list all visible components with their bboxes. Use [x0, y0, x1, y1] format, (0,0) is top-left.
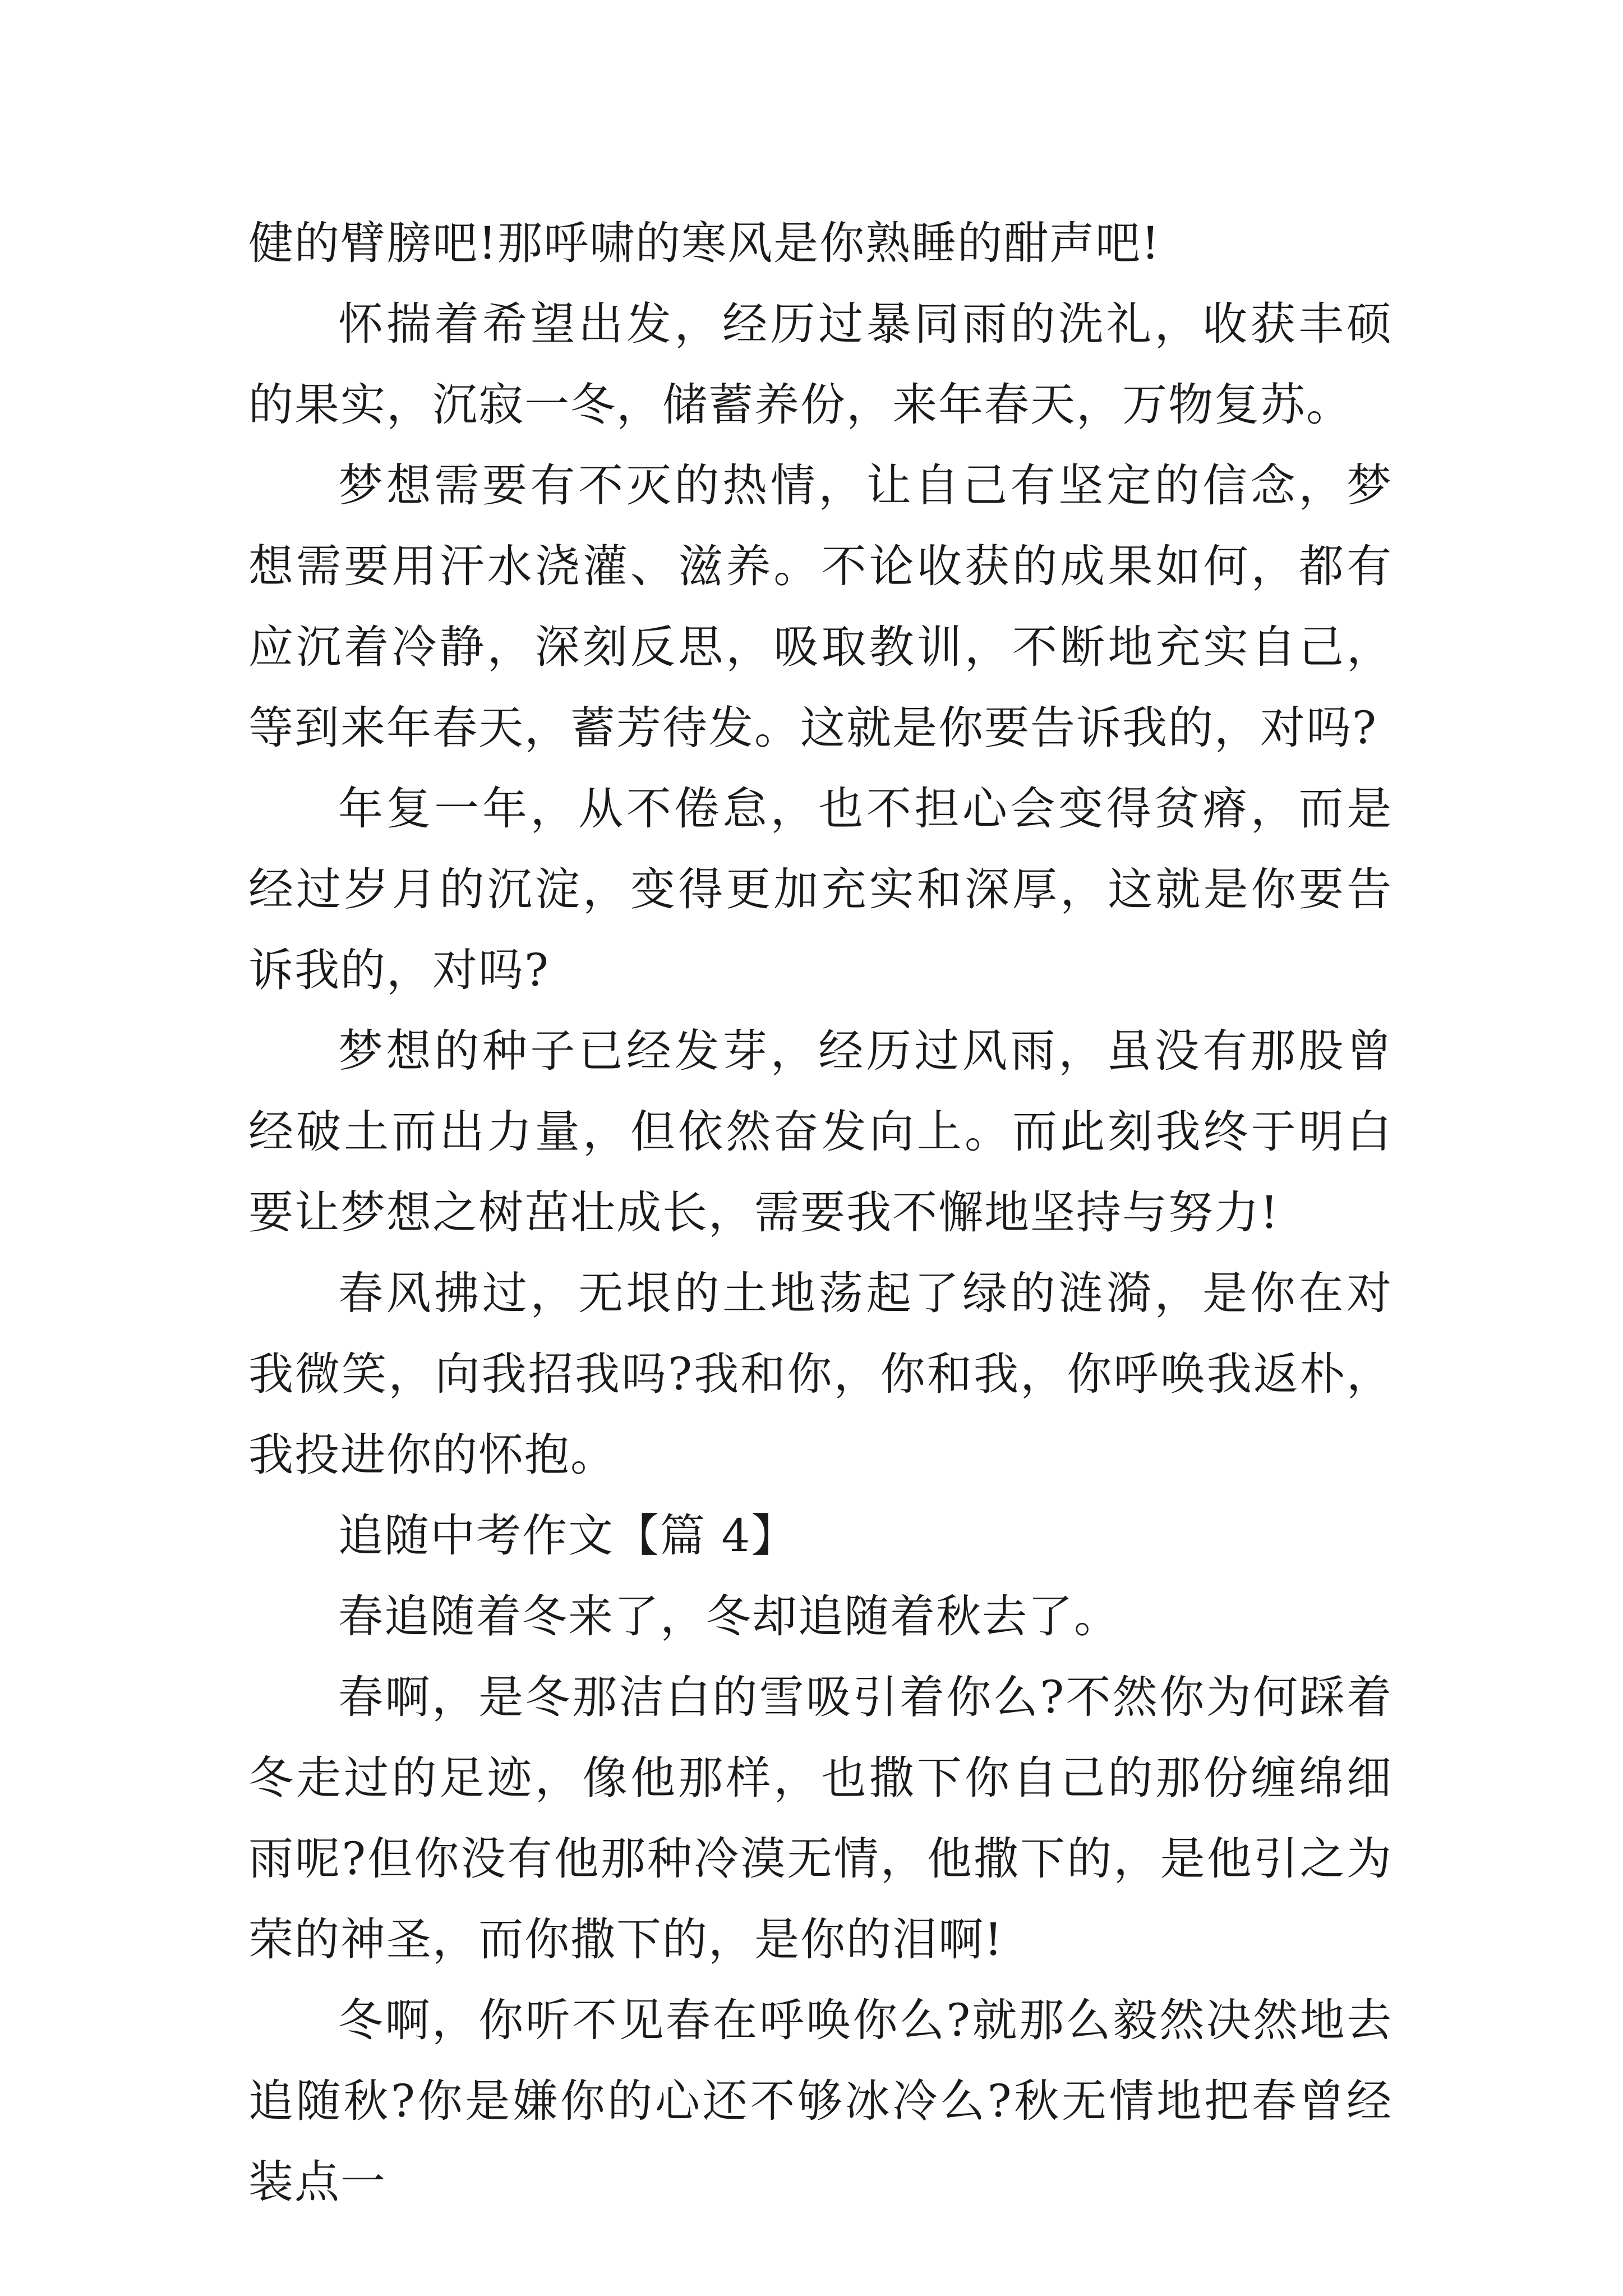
paragraph-continuation: 健的臂膀吧!那呼啸的寒风是你熟睡的酣声吧!	[248, 217, 1161, 269]
paragraph: 怀揣着希望出发，经历过暴同雨的洗礼，收获丰硕的果实，沉寂一冬，储蓄养份，来年春天，万物复苏。	[248, 298, 1393, 431]
paragraph: 春风拂过，无垠的土地荡起了绿的涟漪，是你在对我微笑，向我招我吗?我和你，你和我，你呼唤我返朴，我投进你的怀抱。	[248, 1267, 1393, 1481]
paragraph: 春追随着冬来了，冬却追随着秋去了。	[338, 1590, 1120, 1642]
section-heading: 追随中考作文【篇 4】	[338, 1510, 797, 1562]
paragraph: 冬啊，你听不见春在呼唤你么?就那么毅然决然地去追随秋?你是嫌你的心还不够冰冷么?秋无情地把春曾经装点一	[248, 1994, 1393, 2208]
paragraph: 春啊，是冬那洁白的雪吸引着你么?不然你为何踩着冬走过的足迹，像他那样，也撒下你自己的那份缠绵细雨呢?但你没有他那种冷漠无情，他撒下的，是他引之为荣的神圣，而你撒下的，是你的泪啊!	[248, 1671, 1393, 1966]
document-body	[248, 203, 1393, 2223]
paragraph: 年复一年，从不倦怠，也不担心会变得贫瘠，而是经过岁月的沉淀，变得更加充实和深厚，这就是你要告诉我的，对吗?	[248, 783, 1393, 996]
paragraph: 梦想的种子已经发芽，经历过风雨，虽没有那股曾经破土而出力量，但依然奋发向上。而此刻我终于明白要让梦想之树茁壮成长，需要我不懈地坚持与努力!	[248, 1025, 1393, 1239]
paragraph: 梦想需要有不灭的热情，让自己有坚定的信念，梦想需要用汗水浇灌、滋养。不论收获的成果如何，都有应沉着冷静，深刻反思，吸取教训，不断地充实自己，等到来年春天，蓄芳待发。这就是你要告诉我的，对吗?	[248, 459, 1393, 754]
